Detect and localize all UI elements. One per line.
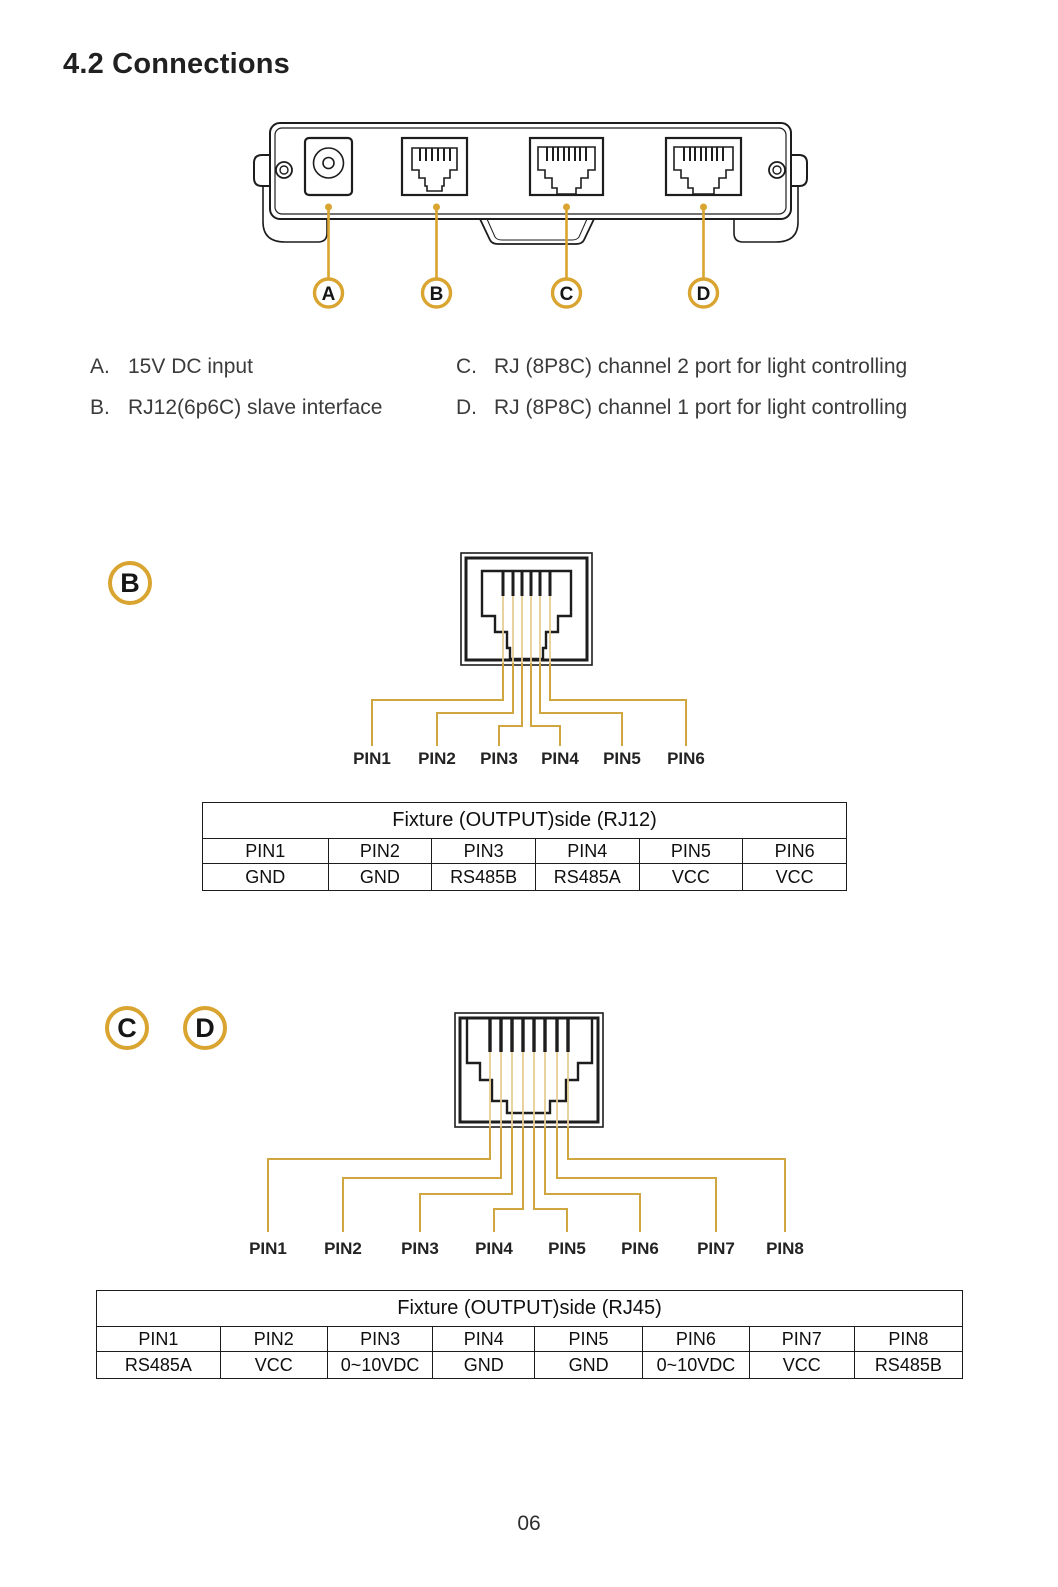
table-title: Fixture (OUTPUT)side (RJ45) (97, 1291, 963, 1327)
value-cell: GND (433, 1352, 535, 1379)
header-cell: PIN6 (642, 1327, 749, 1352)
value-cell: VCC (220, 1352, 327, 1379)
pin-wire-4 (531, 663, 560, 746)
rj45-fanout-wires (268, 1127, 785, 1232)
value-cell: 0~10VDC (642, 1352, 749, 1379)
header-cell: PIN4 (535, 839, 639, 864)
rj12-contact-pins (503, 571, 550, 596)
pin-label: PIN2 (418, 749, 456, 768)
legend-key: D. (456, 396, 477, 419)
rj12-jack (461, 553, 592, 665)
legend-text: 15V DC input (128, 355, 253, 378)
value-cell: RS485A (535, 864, 639, 891)
table-value-row (203, 864, 847, 891)
page-number: 06 (517, 1512, 541, 1535)
pin-wire-7 (557, 1127, 716, 1232)
pin-wire-6 (550, 663, 686, 746)
callout-badge-d-label: D (696, 284, 711, 305)
header-cell: PIN2 (220, 1327, 327, 1352)
rj45-contact-pins (490, 1018, 568, 1052)
rj12-port-b (402, 138, 467, 195)
pin-label: PIN8 (766, 1239, 804, 1258)
rj12-section-badge: B (108, 561, 152, 605)
header-cell: PIN5 (639, 839, 743, 864)
value-cell: GND (535, 1352, 643, 1379)
pin-label: PIN5 (548, 1239, 586, 1258)
pin-wire-5 (540, 663, 622, 746)
value-cell: VCC (743, 864, 847, 891)
header-cell: PIN4 (433, 1327, 535, 1352)
rj45-pinout-table (96, 1290, 963, 1379)
rj45-pin-labels (249, 1239, 804, 1258)
table-title: Fixture (OUTPUT)side (RJ12) (203, 803, 847, 839)
pin-label: PIN1 (249, 1239, 287, 1258)
header-cell: PIN1 (97, 1327, 221, 1352)
pin-wire-1 (268, 1127, 490, 1232)
rear-panel-diagram (240, 100, 820, 315)
pin-label: PIN4 (541, 749, 579, 768)
callout-badge-a-label: A (321, 284, 336, 305)
value-cell: VCC (639, 864, 743, 891)
rj45-section-badge-c: C (105, 1006, 149, 1050)
dc-jack-port-a (305, 138, 352, 195)
pin-label: PIN4 (475, 1239, 513, 1258)
value-cell: 0~10VDC (327, 1352, 433, 1379)
mounting-ear-left (254, 155, 270, 186)
rj12-pinout-table (202, 802, 847, 891)
pin-label: PIN6 (621, 1239, 659, 1258)
callout-badges (315, 279, 718, 307)
page-title: 4.2 Connections (63, 48, 290, 80)
value-cell: GND (328, 864, 432, 891)
rj45-c-pins (547, 147, 586, 161)
header-cell: PIN6 (743, 839, 847, 864)
header-cell: PIN1 (203, 839, 329, 864)
rj45-section-badge-d: D (183, 1006, 227, 1050)
rj45-connector-diagram (230, 995, 840, 1265)
panel-body (254, 123, 807, 244)
header-cell: PIN5 (535, 1327, 643, 1352)
legend-text: RJ (8P8C) channel 1 port for light controlling (494, 396, 908, 419)
ear-hole-left (276, 162, 292, 178)
pin-wire-6 (545, 1127, 640, 1232)
ear-hole-right (769, 162, 785, 178)
callout-dots (325, 204, 707, 211)
rj45-port-c (530, 138, 603, 195)
legend-key: A. (90, 355, 110, 378)
header-cell: PIN3 (432, 839, 536, 864)
value-cell: RS485B (854, 1352, 962, 1379)
callout-badge-b-label: B (429, 284, 444, 305)
pin-wire-3 (420, 1127, 512, 1232)
pin-wire-8 (568, 1127, 785, 1232)
pin-wire-5 (534, 1127, 567, 1232)
legend-item-d (456, 396, 907, 420)
rj45-d-pins (684, 147, 723, 161)
legend-item-b (90, 396, 382, 420)
header-cell: PIN3 (327, 1327, 433, 1352)
pin-label: PIN1 (353, 749, 391, 768)
pin-label: PIN7 (697, 1239, 735, 1258)
pin-wire-2 (343, 1127, 501, 1232)
value-cell: GND (203, 864, 329, 891)
header-cell: PIN2 (328, 839, 432, 864)
legend-key: C. (456, 355, 477, 378)
legend-item-a (90, 355, 253, 379)
pin-label: PIN3 (401, 1239, 439, 1258)
callout-lines (329, 207, 704, 278)
rj12-port-pins (420, 148, 450, 161)
rj45-port-d (666, 138, 741, 195)
header-cell: PIN8 (854, 1327, 962, 1352)
rj12-connector-diagram (330, 540, 720, 775)
table-title-row (203, 803, 847, 839)
table-header-row (203, 839, 847, 864)
mounting-ear-right (791, 155, 807, 186)
header-cell: PIN7 (749, 1327, 854, 1352)
pin-label: PIN2 (324, 1239, 362, 1258)
rj12-pin-labels (353, 749, 705, 768)
table-header-row (97, 1327, 963, 1352)
panel-center-notch-inner (487, 219, 587, 240)
pin-label: PIN6 (667, 749, 705, 768)
value-cell: VCC (749, 1352, 854, 1379)
legend-key: B. (90, 396, 110, 419)
legend-text: RJ12(6p6C) slave interface (128, 396, 383, 419)
rj45-jack (455, 1013, 603, 1127)
value-cell: RS485A (97, 1352, 221, 1379)
legend-item-c (456, 355, 907, 379)
pin-wire-2 (437, 663, 513, 746)
legend-text: RJ (8P8C) channel 2 port for light controlling (494, 355, 908, 378)
pin-wire-4 (494, 1127, 523, 1232)
table-title-row (97, 1291, 963, 1327)
rj12-fanout-wires (372, 663, 686, 746)
callout-badge-c-label: C (559, 284, 574, 305)
pin-label: PIN5 (603, 749, 641, 768)
value-cell: RS485B (432, 864, 536, 891)
table-value-row (97, 1352, 963, 1379)
pin-label: PIN3 (480, 749, 518, 768)
